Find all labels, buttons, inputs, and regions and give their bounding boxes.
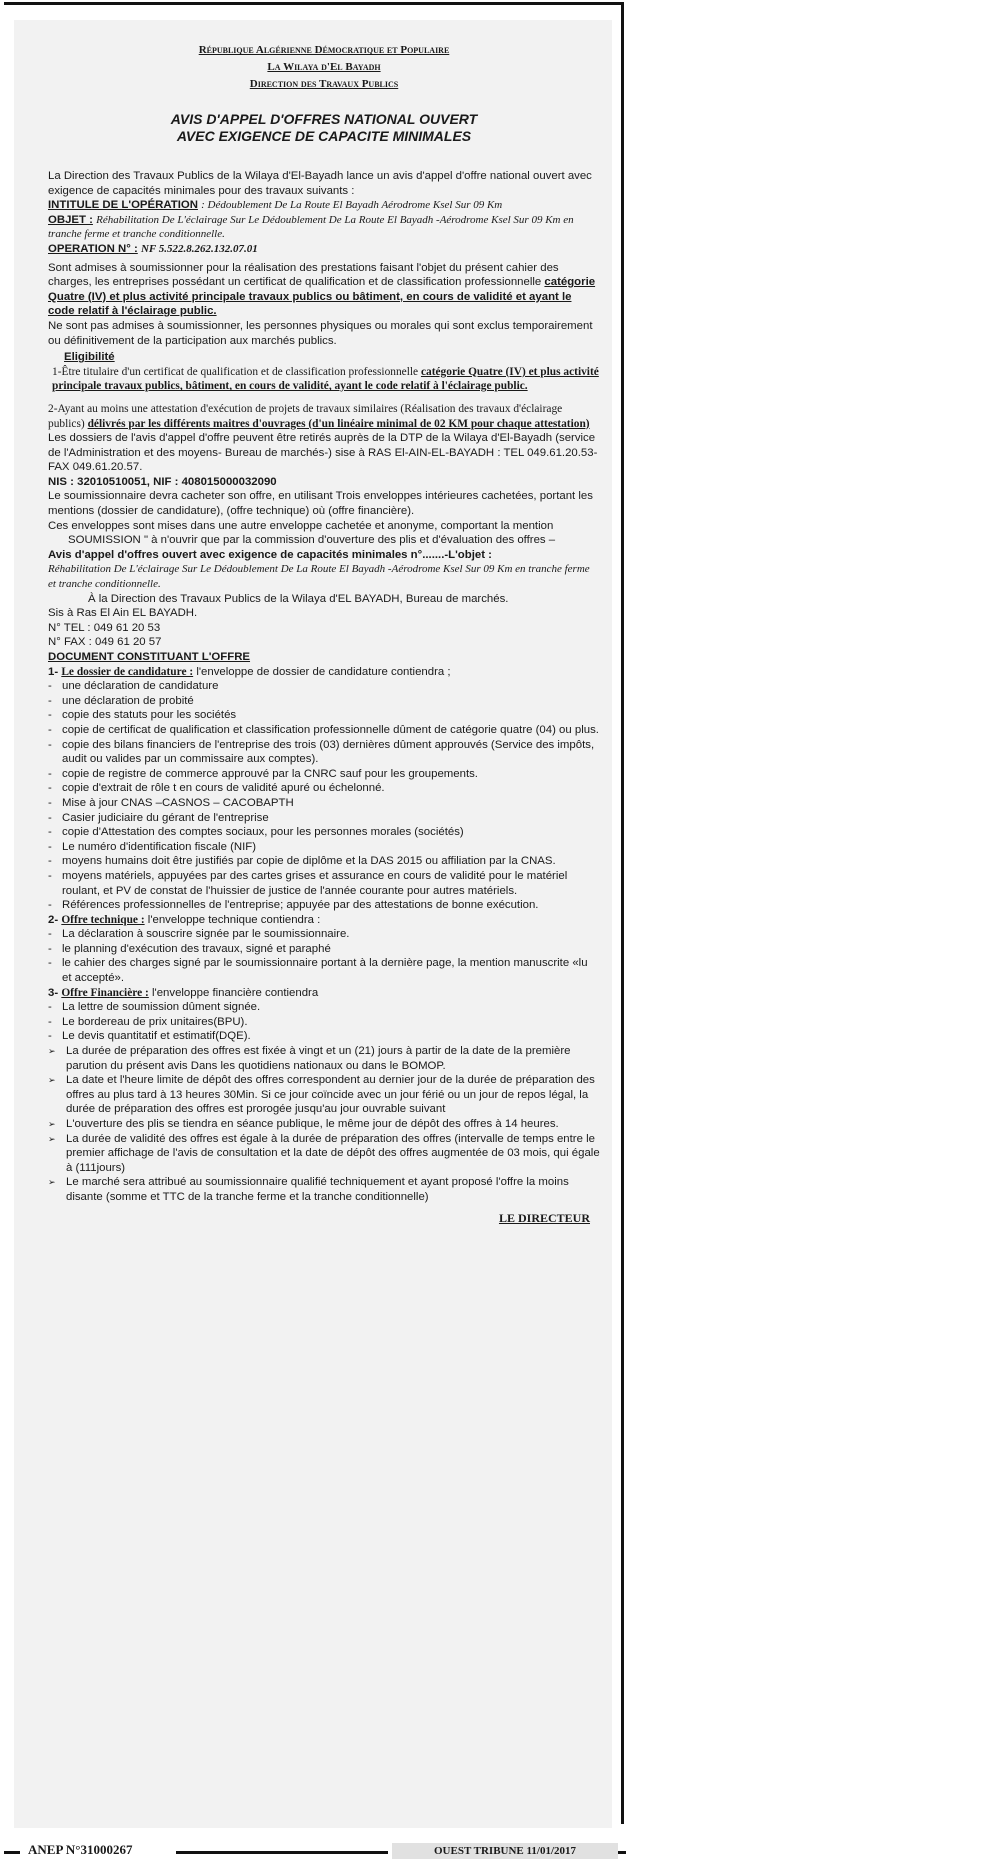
technique-text: l'enveloppe technique contiendra : [147,913,321,926]
address-fax: N° FAX : 049 61 20 57 [48,636,162,649]
list-item: - copie des bilans financiers de l'entreprise des trois (03) dernières dûment approuvés (Service des impôts, audit ou valides par un commissaire aux comptes). [48,738,600,767]
list-item: - le planning d'exécution des travaux, signé et paraphé [48,942,600,957]
eligibility-title: Eligibilité [64,351,115,364]
candidature-heading [48,665,600,680]
list-item: - copie de registre de commerce approuvé par la CNRC sauf pour les groupements. [48,767,600,782]
eligibility-item-2-text: 2-Ayant au moins une attestation d'exécution de projets de travaux similaires (Réalisation des travaux d'éclairage publics) [48,402,563,430]
intro-text: La Direction des Travaux Publics de la Wilaya d'El-Bayadh lance un avis d'appel d'offre national ouvert avec exigence de capacités minimales pour des travaux suivants : [48,170,592,197]
soumission-line: SOUMISSION " à n'ouvrir que par la commission d'ouverture des plis et d'évaluation des offres – [68,534,556,547]
eligibility-item-2-bold: délivrés par les différents maitres d'ouvrages (d'un linéaire minimal de 02 KM pour chaque attestation) [87,417,590,430]
eligibility-item-2 [48,402,600,431]
eligibility-item-1-bold: catégorie Quatre (IV) et plus activité principale travaux publics, bâtiment, en cours de validité, ayant le code relatif à l'éclairage public. [52,365,599,393]
intitule-value: : Dédoublement De La Route El Bayadh Aérodrome Ksel Sur 09 Km [201,199,503,212]
anep-number: ANEP N°31000267 [28,1842,133,1857]
financiere-heading [48,986,600,1001]
list-item: - copie de certificat de qualification et classification professionnelle dûment de catégorie quatre (04) ou plus. [48,723,600,738]
notice-title-1: AVIS D'APPEL D'OFFRES NATIONAL OUVERT [170,111,478,127]
candidature-text: l'enveloppe de dossier de candidature contiendra ; [196,665,451,678]
cachet-paragraph: Le soumissionnaire devra cacheter son offre, en utilisant Trois enveloppes intérieures cachetées, portant les mentions (dossier de candidature), (offre technique) où (offre financière). [48,490,593,518]
condition-item: ➢ L'ouverture des plis se tiendra en séance publique, le même jour de dépôt des offres à 14 heures. [48,1117,600,1132]
notice-content [48,42,600,1225]
list-item: - Le numéro d'identification fiscale (NIF) [48,840,600,855]
address-line-1: À la Direction des Travaux Publics de la Wilaya d'EL BAYADH, Bureau de marchés. [88,592,509,605]
list-item: - copie d'extrait de rôle t en cours de validité apuré ou échelonné. [48,781,600,796]
list-item: - La lettre de soumission dûment signée. [48,1000,600,1015]
footer-rule-end [618,1851,626,1854]
technique-num: 2- [48,913,59,926]
nis-nif: NIS : 32010510051, NIF : 408015000032090 [48,475,277,488]
list-item: - copie d'Attestation des comptes sociaux, pour les personnes morales (sociétés) [48,825,600,840]
list-item: - Références professionnelles de l'entreprise; appuyée par des attestations de bonne exécution. [48,898,600,913]
technique-list [48,927,600,985]
condition-item: ➢ Le marché sera attribué au soumissionnaire qualifié techniquement et ayant proposé l'offre la moins disante (somme et TTC de la tranche ferme et la tranche conditionnelle) [48,1175,600,1204]
condition-item: ➢ La durée de préparation des offres est fixée à vingt et un (21) jours à partir de la date de la première parution du présent avis Dans les quotidiens nationaux ou dans le BOMOP. [48,1044,600,1073]
list-item: - une déclaration de candidature [48,679,600,694]
avis-line: Avis d'appel d'offres ouvert avec exigence de capacités minimales n°.......-L'objet : [48,548,492,561]
list-item: - le cahier des charges signé par le soumissionnaire portant à la dernière page, la mention manuscrite «lu et accepté». [48,956,600,985]
list-item: - Le bordereau de prix unitaires(BPU). [48,1015,600,1030]
list-item: - moyens matériels, appuyées par des cartes grises et assurance en cours de validité pour le matériel roulant, et PV de constat de l'huissier de justice de l'année courante pour autres matériels. [48,869,600,898]
signature-title: LE DIRECTEUR [498,1210,590,1225]
notice-title-2: AVEC EXIGENCE DE CAPACITE MINIMALES [176,128,472,144]
condition-item: ➢ La date et l'heure limite de dépôt des offres correspondent au dernier jour de la durée de préparation des offres au plus tard à 13 heures 30Min. Si ce jour coïncide avec un jour férié ou un jour de repos légal, la durée de préparation des offres est prorogée jusqu'au jour ouvrable suivant [48,1073,600,1117]
intitule-row [48,198,600,213]
technique-label: Offre technique : [61,913,145,926]
admission-text: Sont admises à soumissionner pour la réalisation des prestations faisant l'objet du présent cahier des charges, les entreprises possédant un certificat de qualification et de classification professionnelle [48,261,559,289]
eligibility-item-1-text: 1-Être titulaire d'un certificat de qualification et de classification professionnelle [52,365,419,378]
candidature-label: Le dossier de candidature : [61,665,194,678]
list-item: - copie des statuts pour les sociétés [48,708,600,723]
operation-label: OPERATION N° : [48,242,138,255]
document-title: DOCUMENT CONSTITUANT L'OFFRE [48,651,251,663]
objet-label: OBJET : [48,213,93,226]
list-item: - Le devis quantitatif et estimatif(DQE). [48,1029,600,1044]
condition-item: ➢ La durée de validité des offres est égale à la durée de préparation des offres (intervalle de temps entre le premier affichage de l'avis de consultation et la date de dépôt des offres augmentée de 03 mois, qui égale à (111jours) [48,1132,600,1176]
footer-rule [176,1851,388,1854]
operation-value: NF 5.522.8.262.132.07.01 [140,242,258,255]
enveloppes-paragraph: Ces enveloppes sont mises dans une autre enveloppe cachetée et anonyme, comportant la mention [48,519,554,532]
financiere-list [48,1000,600,1044]
exclusion-paragraph: Ne sont pas admises à soumissionner, les personnes physiques ou morales qui sont exclus temporairement ou définitivement de la participation aux marchés publics. [48,319,593,347]
objet-value: Réhabilitation De L'éclairage Sur Le Dédoublement De La Route El Bayadh -Aérodrome Ksel Sur 09 Km en tranche ferme et tranche conditionnelle. [48,213,574,241]
address-line-2: Sis à Ras El Ain EL BAYADH. [48,607,198,620]
dossiers-paragraph: Les dossiers de l'avis d'appel d'offre peuvent être retirés auprès de la DTP de la Wilaya d'El-Bayadh (service de l'Administration et des moyens- Bureau de marchés-) sise à RAS El-AIN-EL-BAYADH : TEL 049.61.20.53- FAX 049.61.20.57. [48,432,598,474]
footer-rule-left [4,1851,20,1854]
financiere-text: l'enveloppe financière contiendra [152,986,319,999]
operation-row [48,242,600,257]
footer [0,1842,1000,1862]
admission-bold: catégorie Quatre (IV) et plus activité principale travaux publics ou bâtiment, en cours de validité et ayant le code relatif à l'éclairage public. [48,276,596,318]
list-item: - moyens humains doit être justifiés par copie de diplôme et la DAS 2015 ou affiliation par la CNAS. [48,854,600,869]
objet-row [48,213,600,242]
eligibility-item-1 [48,365,600,394]
header-line-2: La Wilaya d'El Bayadh [267,61,381,73]
address-tel: N° TEL : 049 61 20 53 [48,621,161,634]
admission-paragraph [48,261,600,319]
conditions-list [48,1044,600,1205]
technique-heading [48,913,600,928]
financiere-label: Offre Financière : [61,986,149,999]
list-item: - Casier judiciaire du gérant de l'entreprise [48,811,600,826]
candidature-list [48,679,600,913]
financiere-num: 3- [48,986,59,999]
newspaper-date: OUEST TRIBUNE 11/01/2017 [392,1843,618,1859]
header-line-1: République Algérienne Démocratique et Populaire [198,44,450,56]
list-item: - Mise à jour CNAS –CASNOS – CACOBAPTH [48,796,600,811]
intitule-label: INTITULE DE L'OPÉRATION [48,199,198,212]
header-line-3: Direction des Travaux Publics [249,78,399,90]
list-item: - La déclaration à souscrire signée par le soumissionnaire. [48,927,600,942]
candidature-num: 1- [48,665,59,678]
avis-objet: Réhabilitation De L'éclairage Sur Le Dédoublement De La Route El Bayadh -Aérodrome Ksel Sur 09 Km en tranche ferme et tranche conditionnelle. [48,563,590,591]
list-item: - une déclaration de probité [48,694,600,709]
